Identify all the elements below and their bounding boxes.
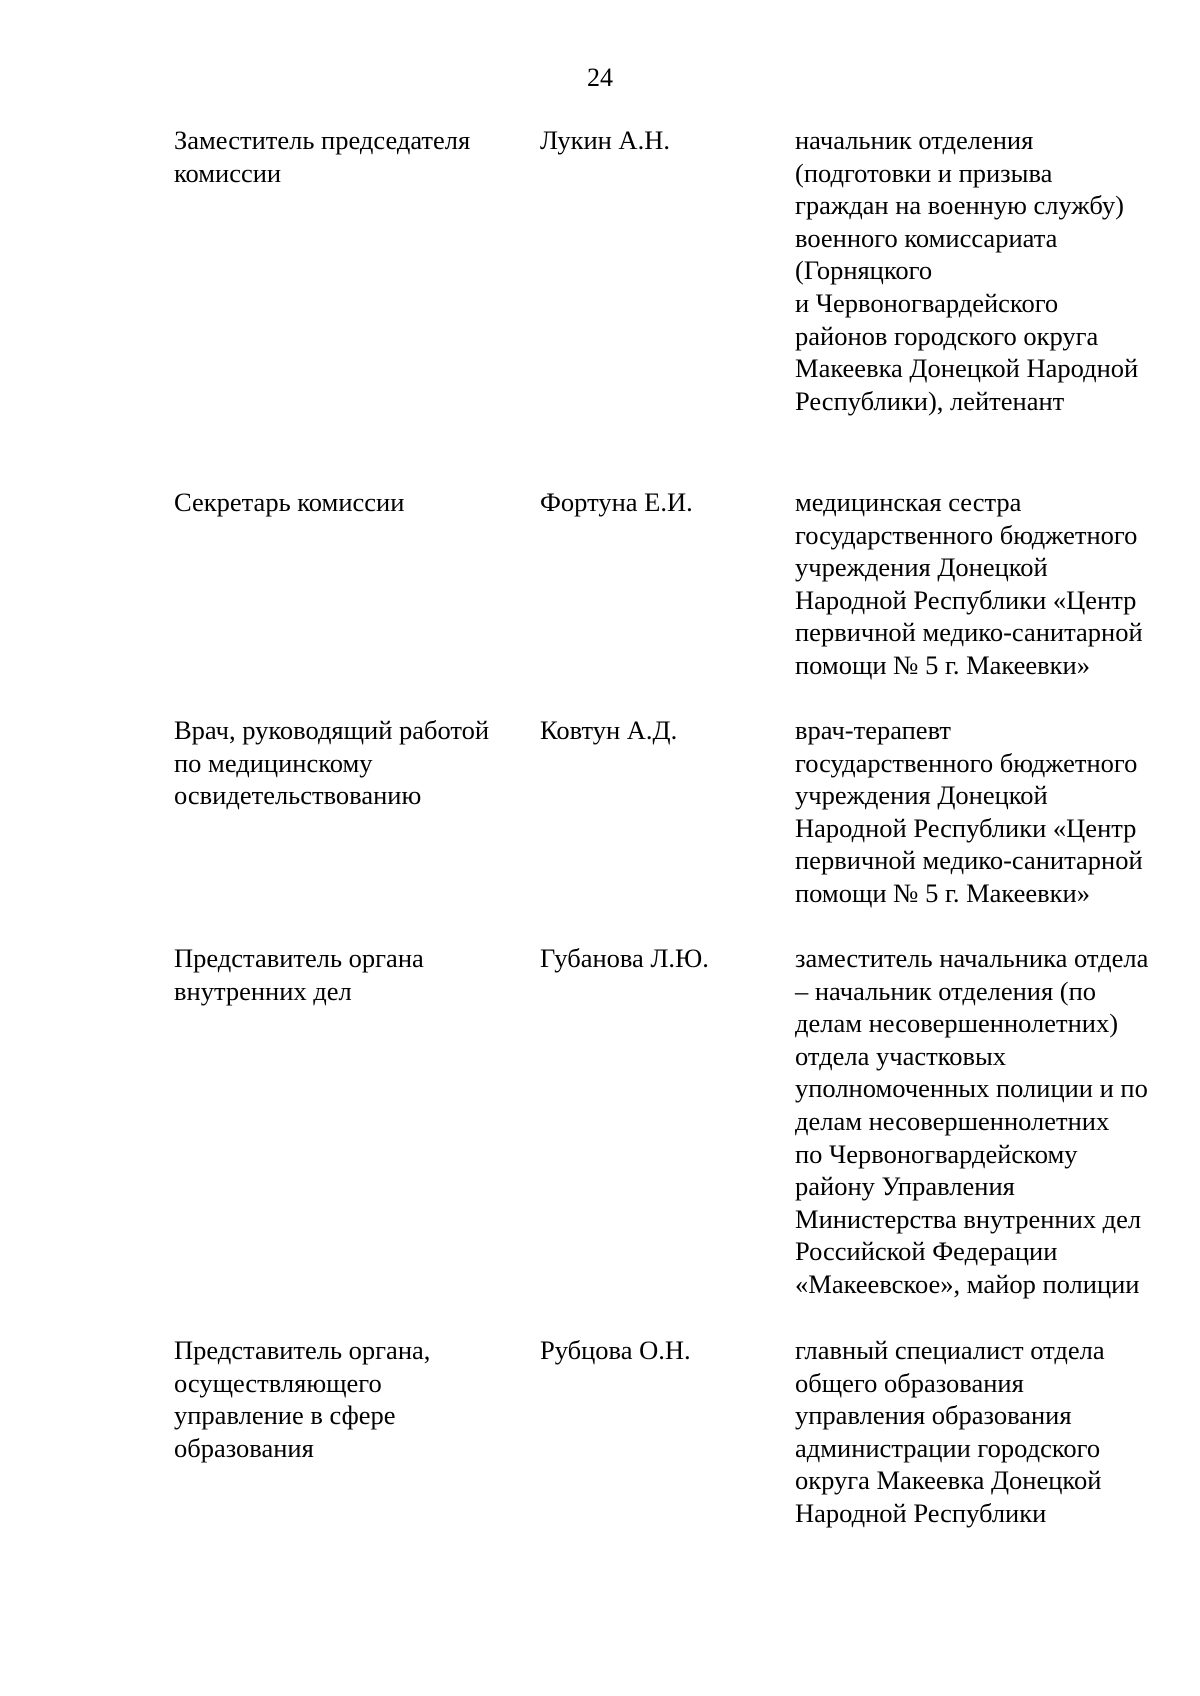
entry-position: главный специалист отдела общего образования управления образования администрации городского округа Макеевка Донецкой Народной Республики — [795, 1335, 1105, 1528]
entry-position: врач-терапевт государственного бюджетного учреждения Донецкой Народной Республики «Центр первичной медико-санитарной помощи № 5 г. Макеевки» — [795, 715, 1143, 908]
entry-person: Фортуна Е.И. — [540, 487, 693, 517]
entry-role: Заместитель председателя комиссии — [174, 125, 471, 188]
entry-role: Секретарь комиссии — [174, 487, 405, 517]
entry-position: заместитель начальника отдела – начальник отделения (по делам несовершеннолетних) отдела участковых уполномоченных полиции и по делам несовершеннолетних по Червоногвардейскому району Управления Министерства внутренних дел Российской Федерации «Макеевское», майор полиции — [795, 943, 1149, 1299]
entry-position: начальник отделения (подготовки и призыва граждан на военную службу) военного комиссариата (Горняцкого и Червоногвардейского районов городского округа Макеевка Донецкой Народной Республики), лейтенант — [795, 125, 1139, 416]
entry-person: Губанова Л.Ю. — [540, 943, 709, 973]
entry-role: Представитель органа, осуществляющего управление в сфере образования — [174, 1335, 431, 1463]
entry-role: Представитель органа внутренних дел — [174, 943, 424, 1006]
entry-person: Ковтун А.Д. — [540, 715, 678, 745]
entry-person: Рубцова О.Н. — [540, 1335, 691, 1365]
page-number: 24 — [587, 63, 613, 92]
entry-position: медицинская сестра государственного бюджетного учреждения Донецкой Народной Республики «Центр первичной медико-санитарной помощи № 5 г. Макеевки» — [795, 487, 1143, 680]
entry-role: Врач, руководящий работой по медицинскому освидетельствованию — [174, 715, 490, 811]
entry-person: Лукин А.Н. — [540, 125, 670, 155]
